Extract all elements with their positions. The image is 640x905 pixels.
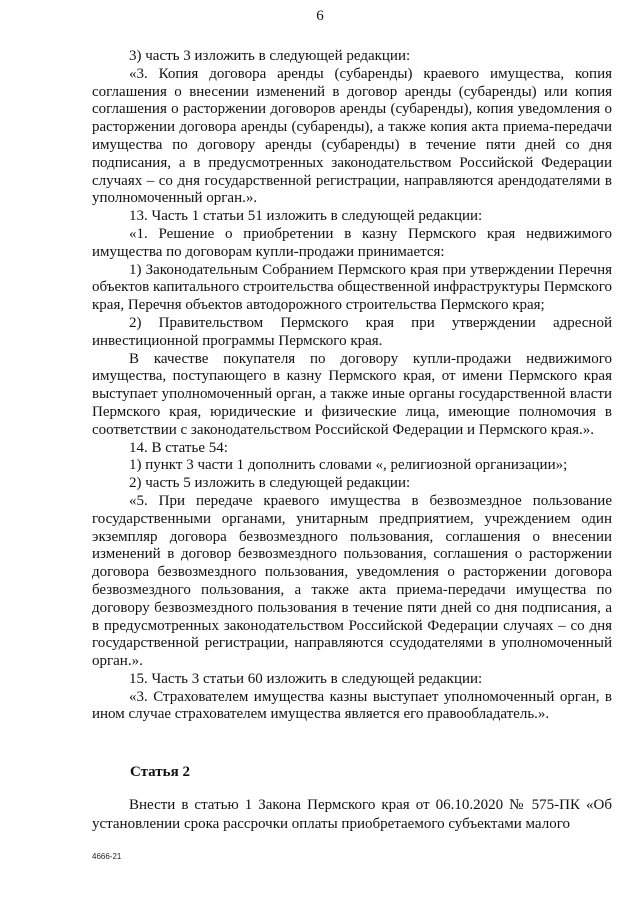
page-number: 6 bbox=[316, 8, 324, 24]
paragraph-item-14: 14. В статье 54: bbox=[129, 439, 228, 456]
paragraph-buyer: В качестве покупателя по договору купли-продажи недвижимого имущества, поступающего в казну Пермского края, от имени Пермского края выступает уполномоченный орган, а также иные органы государственной власти Пермского края, юридические и физические лица, имеющие полномочия в соответствии с законодательством Российской Федерации и Пермского края.». bbox=[92, 350, 612, 438]
paragraph-point-1: 1) пункт 3 части 1 дополнить словами «, религиозной организации»; bbox=[129, 457, 568, 474]
paragraph-insurer: «3. Страхователем имущества казны выступает уполномоченный орган, в ином случае страхователем имущества является его правообладатель.». bbox=[92, 688, 612, 723]
article-2-body bbox=[92, 796, 612, 833]
paragraph-decision-acquisition: «1. Решение о приобретении в казну Пермского края недвижимого имущества по договорам купли-продажи принимается: bbox=[92, 225, 612, 260]
paragraph-item-13: 13. Часть 1 статьи 51 изложить в следующей редакции: bbox=[129, 208, 483, 225]
document-body bbox=[92, 48, 612, 724]
paragraph-government: 2) Правительством Пермского края при утверждении адресной инвестиционной программы Пермского края. bbox=[92, 314, 612, 349]
paragraph-point-2: 2) часть 5 изложить в следующей редакции: bbox=[129, 475, 411, 492]
paragraph-part-3-intro: 3) часть 3 изложить в следующей редакции: bbox=[129, 48, 411, 64]
article-2-heading: Статья 2 bbox=[130, 764, 190, 780]
paragraph-item-15: 15. Часть 3 статьи 60 изложить в следующей редакции: bbox=[129, 670, 483, 687]
paragraph-part-3-text: «3. Копия договора аренды (субаренды) краевого имущества, копия соглашения о внесении изменений в договор аренды (субаренды) или копия соглашения о расторжении договоров аренды (субаренды), копия уведомления о расторжении договора аренды (субаренды), а также копия акта приема-передачи имущества по договору аренды (субаренды) в течение пяти дней со дня подписания, а в предусмотренных законодательством Российской Федерации случаях – со дня государственной регистрации, направляются арендодателями в уполномоченный орган.». bbox=[92, 65, 612, 207]
paragraph-part-5-text: «5. При передаче краевого имущества в безвозмездное пользование государственными органами, унитарным предприятием, учреждением один экземпляр договора безвозмездного пользования, соглашения о внесении изменений в договор безвозмездного пользования, соглашения о расторжении договора безвозмездного пользования, уведомления о расторжении договора безвозмездного пользования, а также акта приема-передачи имущества по договору безвозмездного пользования в течение пяти дней со дня подписания, а в предусмотренных законодательством Российской Федерации случаях – со дня государственной регистрации, направляются ссудодателями в уполномоченный орган.». bbox=[92, 492, 612, 670]
document-code: 4666-21 bbox=[92, 852, 122, 861]
article-2-text: Внести в статью 1 Закона Пермского края от 06.10.2020 № 575-ПК «Об установлении срока рассрочки оплаты приобретаемого субъектами малого bbox=[92, 797, 612, 832]
paragraph-legislative-assembly: 1) Законодательным Собранием Пермского края при утверждении Перечня объектов капитального строительства общественной инфраструктуры Пермского края, Перечня объектов автодорожного строительства Пермского края; bbox=[92, 261, 612, 314]
